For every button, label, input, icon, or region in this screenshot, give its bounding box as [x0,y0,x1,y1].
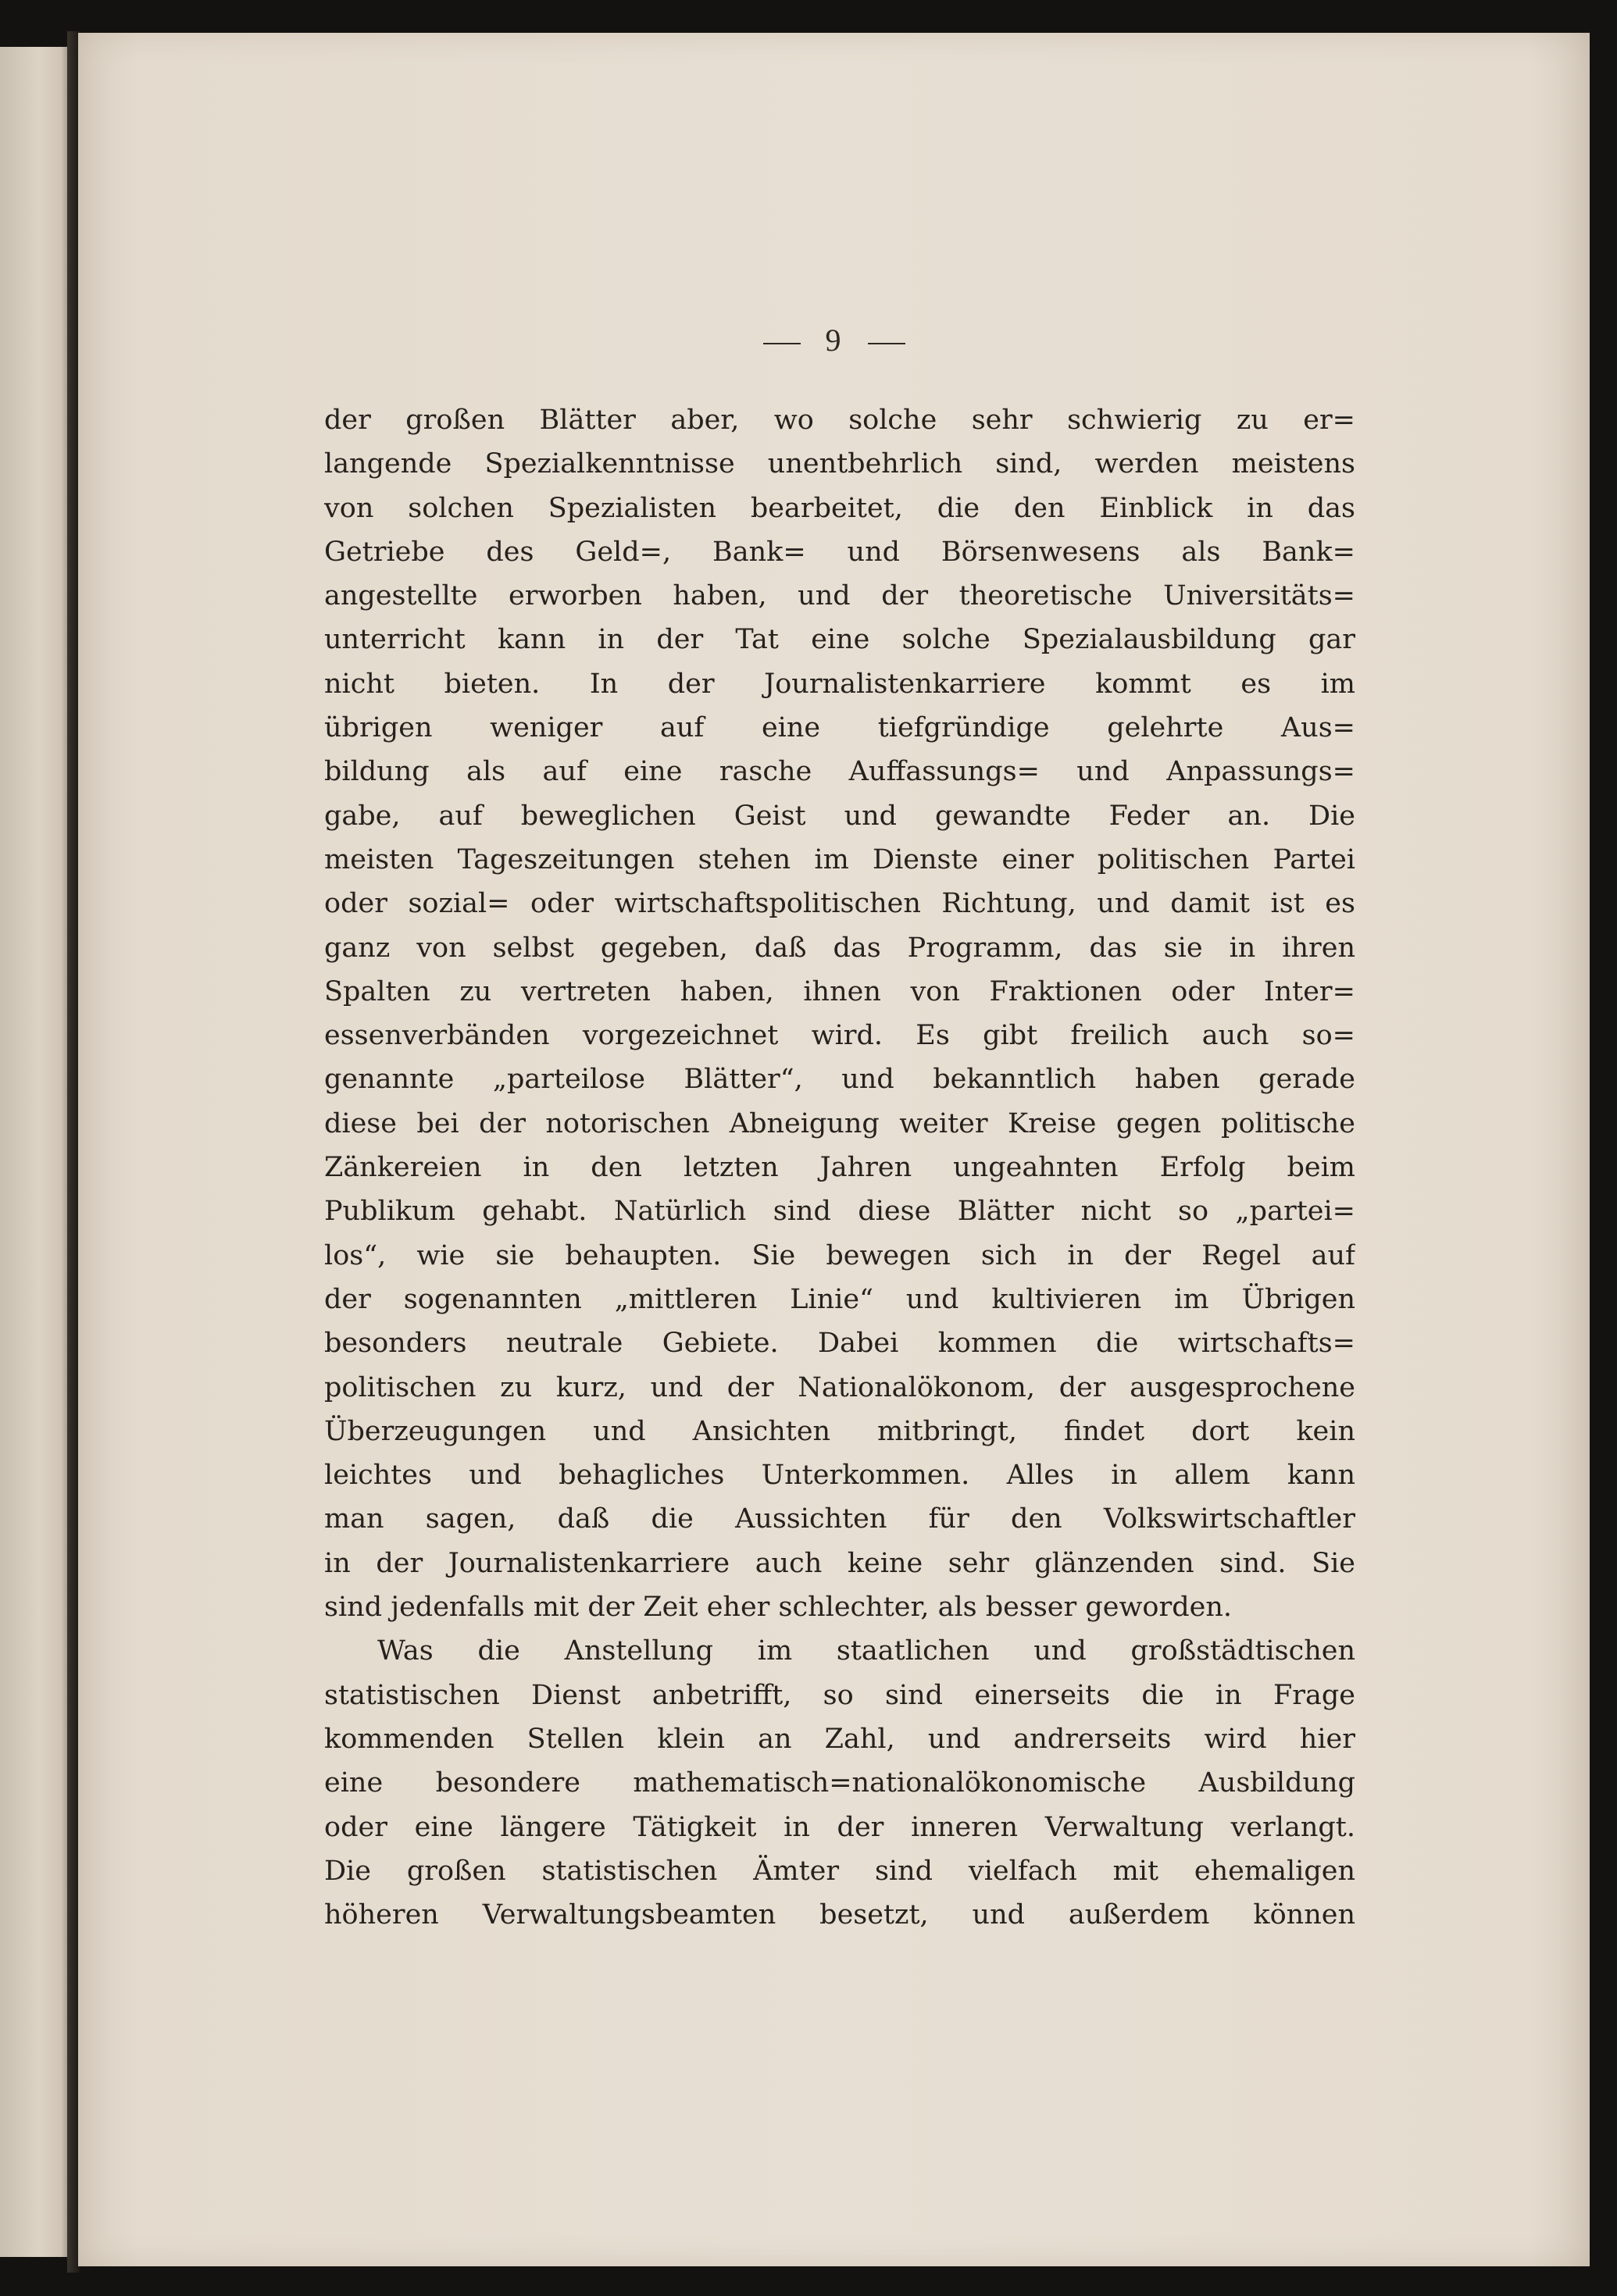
text-line: Spalten zu vertreten haben, ihnen von Fraktionen oder Inter= [324,975,1355,1007]
page-number-dash-right [868,343,905,344]
text-line: los“, wie sie behaupten. Sie bewegen sich in der Regel auf [324,1239,1355,1271]
text-line: Publikum gehabt. Natürlich sind diese Blätter nicht so „partei= [324,1196,1355,1228]
text-line: leichtes und behagliches Unterkommen. Alles in allem kann [324,1460,1355,1492]
text-line: von solchen Spezialisten bearbeitet, die den Einblick in das [324,492,1355,524]
text-line: der großen Blätter aber, wo solche sehr schwierig zu er= [324,405,1355,436]
text-line: kommenden Stellen klein an Zahl, und andrerseits wird hier [324,1723,1355,1755]
book-page [78,33,1590,2266]
text-line: bildung als auf eine rasche Auffassungs= und Anpassungs= [324,756,1355,788]
text-line: höheren Verwaltungsbeamten besetzt, und außerdem können [324,1899,1355,1931]
text-line: man sagen, daß die Aussichten für den Volkswirtschaftler [324,1503,1355,1535]
text-line: genannte „parteilose Blätter“, und bekanntlich haben gerade [324,1064,1355,1096]
text-line: statistischen Dienst anbetrifft, so sind einerseits die in Frage [324,1679,1355,1711]
text-line: gabe, auf beweglichen Geist und gewandte Feder an. Die [324,800,1355,832]
text-line: oder sozial= oder wirtschaftspolitischen Richtung, und damit ist es [324,888,1355,920]
text-line: sind jedenfalls mit der Zeit eher schlechter, als besser geworden. [324,1592,1233,1624]
text-line: besonders neutrale Gebiete. Dabei kommen die wirtschafts= [324,1328,1355,1360]
text-line: angestellte erworben haben, und der theoretische Universitäts= [324,580,1355,612]
text-line: Getriebe des Geld=, Bank= und Börsenwesens als Bank= [324,536,1355,568]
text-line: Was die Anstellung im staatlichen und großstädtischen [377,1635,1355,1667]
text-line: übrigen weniger auf eine tiefgründige gelehrte Aus= [324,712,1355,744]
text-line: ganz von selbst gegeben, daß das Programm, das sie in ihren [324,932,1355,964]
text-line: eine besondere mathematisch=nationalökonomische Ausbildung [324,1767,1355,1799]
page-number-dash-left [763,343,801,344]
text-line: unterricht kann in der Tat eine solche Spezialausbildung gar [324,624,1355,656]
text-line: diese bei der notorischen Abneigung weiter Kreise gegen politische [324,1107,1355,1139]
text-line: politischen zu kurz, und der Nationalökonom, der ausgesprochene [324,1371,1355,1403]
text-line: Zänkereien in den letzten Jahren ungeahnten Erfolg beim [324,1152,1355,1184]
text-line: Die großen statistischen Ämter sind vielfach mit ehemaligen [324,1855,1355,1887]
text-line: nicht bieten. In der Journalistenkarriere kommt es im [324,668,1355,700]
page-number-header [78,322,1590,358]
facing-page-edge [0,47,72,2257]
body-text [324,398,1355,1937]
text-line: essenverbänden vorgezeichnet wird. Es gibt freilich auch so= [324,1020,1355,1052]
text-line: der sogenannten „mittleren Linie“ und kultivieren im Übrigen [324,1283,1355,1315]
text-line: Überzeugungen und Ansichten mitbringt, findet dort kein [324,1415,1355,1447]
page-number: 9 [825,323,843,358]
text-line: oder eine längere Tätigkeit in der inneren Verwaltung verlangt. [324,1811,1355,1843]
text-line: langende Spezialkenntnisse unentbehrlich sind, werden meistens [324,448,1355,480]
text-line: in der Journalistenkarriere auch keine sehr glänzenden sind. Sie [324,1547,1355,1579]
text-line: meisten Tageszeitungen stehen im Dienste einer politischen Partei [324,843,1355,875]
